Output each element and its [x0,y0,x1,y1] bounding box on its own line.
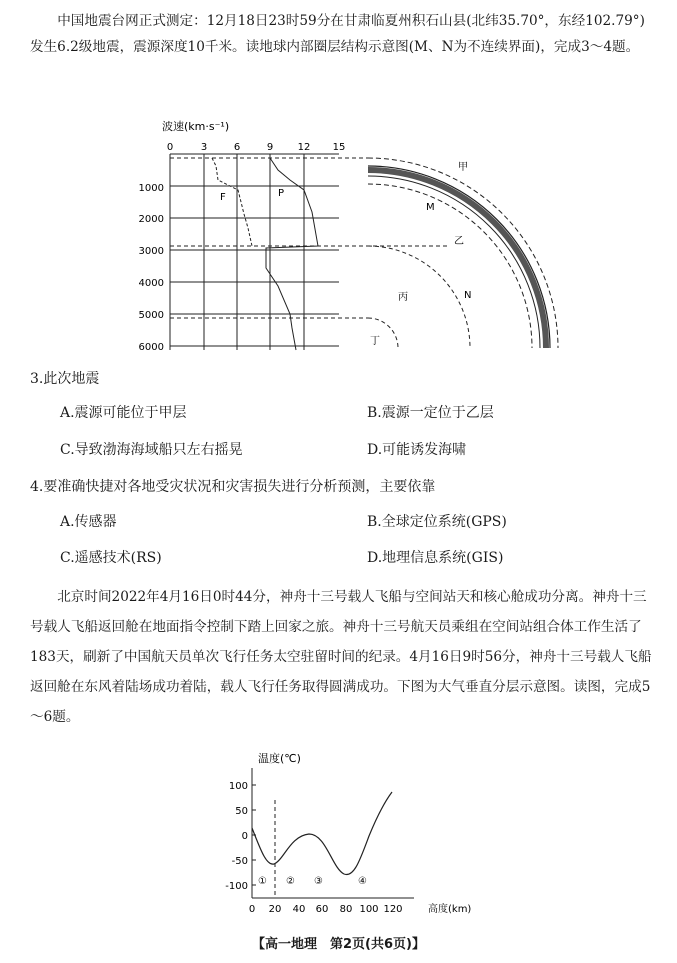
atmosphere-layers-figure [214,748,474,920]
s-wave-curve [212,158,252,246]
height-tick: 20 [268,904,282,915]
height-tick: 60 [315,904,329,915]
p-wave-label: P [278,188,285,199]
layer-label-bing: 丙 [398,292,408,303]
speed-tick: 15 [332,142,346,153]
height-tick: 120 [383,904,403,915]
speed-tick: 6 [233,142,241,153]
atmosphere-axes [252,768,414,898]
layer-label-ding: 丁 [370,336,380,347]
question-4-option-b[interactable]: B.全球定位系统(GPS) [367,514,507,530]
temperature-axis-title: 温度(℃) [258,752,301,765]
temperature-curve [252,792,392,875]
page-footer: 【高一地理 第2页(共6页)】 [252,937,425,952]
height-tick: 0 [248,904,256,915]
speed-tick: 3 [200,142,208,153]
earth-interior-figure [120,118,560,356]
speed-tick: 9 [266,142,274,153]
depth-tick: 4000 [138,278,164,289]
intro-paragraph-shenzhou: 北京时间2022年4月16日0时44分，神舟十三号载人飞船与空间站天和核心舱成功分离。神舟十三号载人飞船返回舱在地面指令控制下踏上回家之旅。神舟十三号航天员乘组在空间站组合体工作生活了183天，刷新了中国航天员单次飞行任务太空驻留时间的纪录。4月16日9时56分，神舟十三号载人飞船返回舱在东风着陆场成功着陆，载人飞行任务取得圆满成功。下图为大气垂直分层示意图。读图，完成5～6题。 [30,589,652,725]
temperature-tick: -100 [225,881,248,892]
height-tick: 40 [292,904,306,915]
speed-tick: 0 [166,142,174,153]
layer-label-2: ② [286,876,295,887]
layer-label-3: ③ [314,876,323,887]
temperature-tick: 50 [235,806,248,817]
height-tick: 80 [339,904,353,915]
question-4-option-d[interactable]: D.地理信息系统(GIS) [367,550,504,566]
temperature-tick: 0 [241,831,248,842]
question-4-stem: 4.要准确快捷对各地受灾状况和灾害损失进行分析预测，主要依靠 [30,479,436,495]
depth-tick: 1000 [138,183,164,194]
question-3-option-d[interactable]: D.可能诱发海啸 [367,442,467,458]
question-4-option-c[interactable]: C.遥感技术(RS) [60,550,162,566]
depth-tick: 5000 [138,310,164,321]
interface-label-m: M [426,202,435,213]
question-3-option-a[interactable]: A.震源可能位于甲层 [60,405,187,421]
temperature-tick: -50 [231,856,248,867]
interface-label-n: N [464,290,472,301]
speed-depth-grid [170,154,339,350]
s-wave-label: F [220,192,226,203]
layer-label-jia: 甲 [458,162,468,173]
height-axis-title: 高度(km) [428,904,472,915]
depth-tick: 3000 [138,246,164,257]
layer-label-1: ① [258,876,267,887]
speed-tick: 12 [297,142,311,153]
height-tick: 100 [359,904,379,915]
question-4-option-a[interactable]: A.传感器 [60,514,117,530]
wave-speed-axis-title: 波速(km·s⁻¹) [162,120,230,133]
intro-paragraph-earthquake: 中国地震台网正式测定：12月18日23时59分在甘肃临夏州积石山县(北纬35.70°，东经102.79°)发生6.2级地震，震源深度10千米。读地球内部圈层结构示意图(M、N为不连续界面)，完成3～4题。 [30,13,645,55]
temperature-tick: 100 [228,781,248,792]
depth-tick: 6000 [138,342,164,353]
layer-label-4: ④ [358,876,367,887]
question-3-option-c[interactable]: C.导致渤海海域船只左右摇晃 [60,442,243,458]
depth-tick: 2000 [138,214,164,225]
question-3-option-b[interactable]: B.震源一定位于乙层 [367,405,494,421]
p-wave-curve [266,158,318,350]
earth-layer-arcs [368,158,558,348]
question-3-stem: 3.此次地震 [30,371,100,387]
layer-label-yi: 乙 [454,236,464,247]
discontinuity-lines [170,158,450,318]
